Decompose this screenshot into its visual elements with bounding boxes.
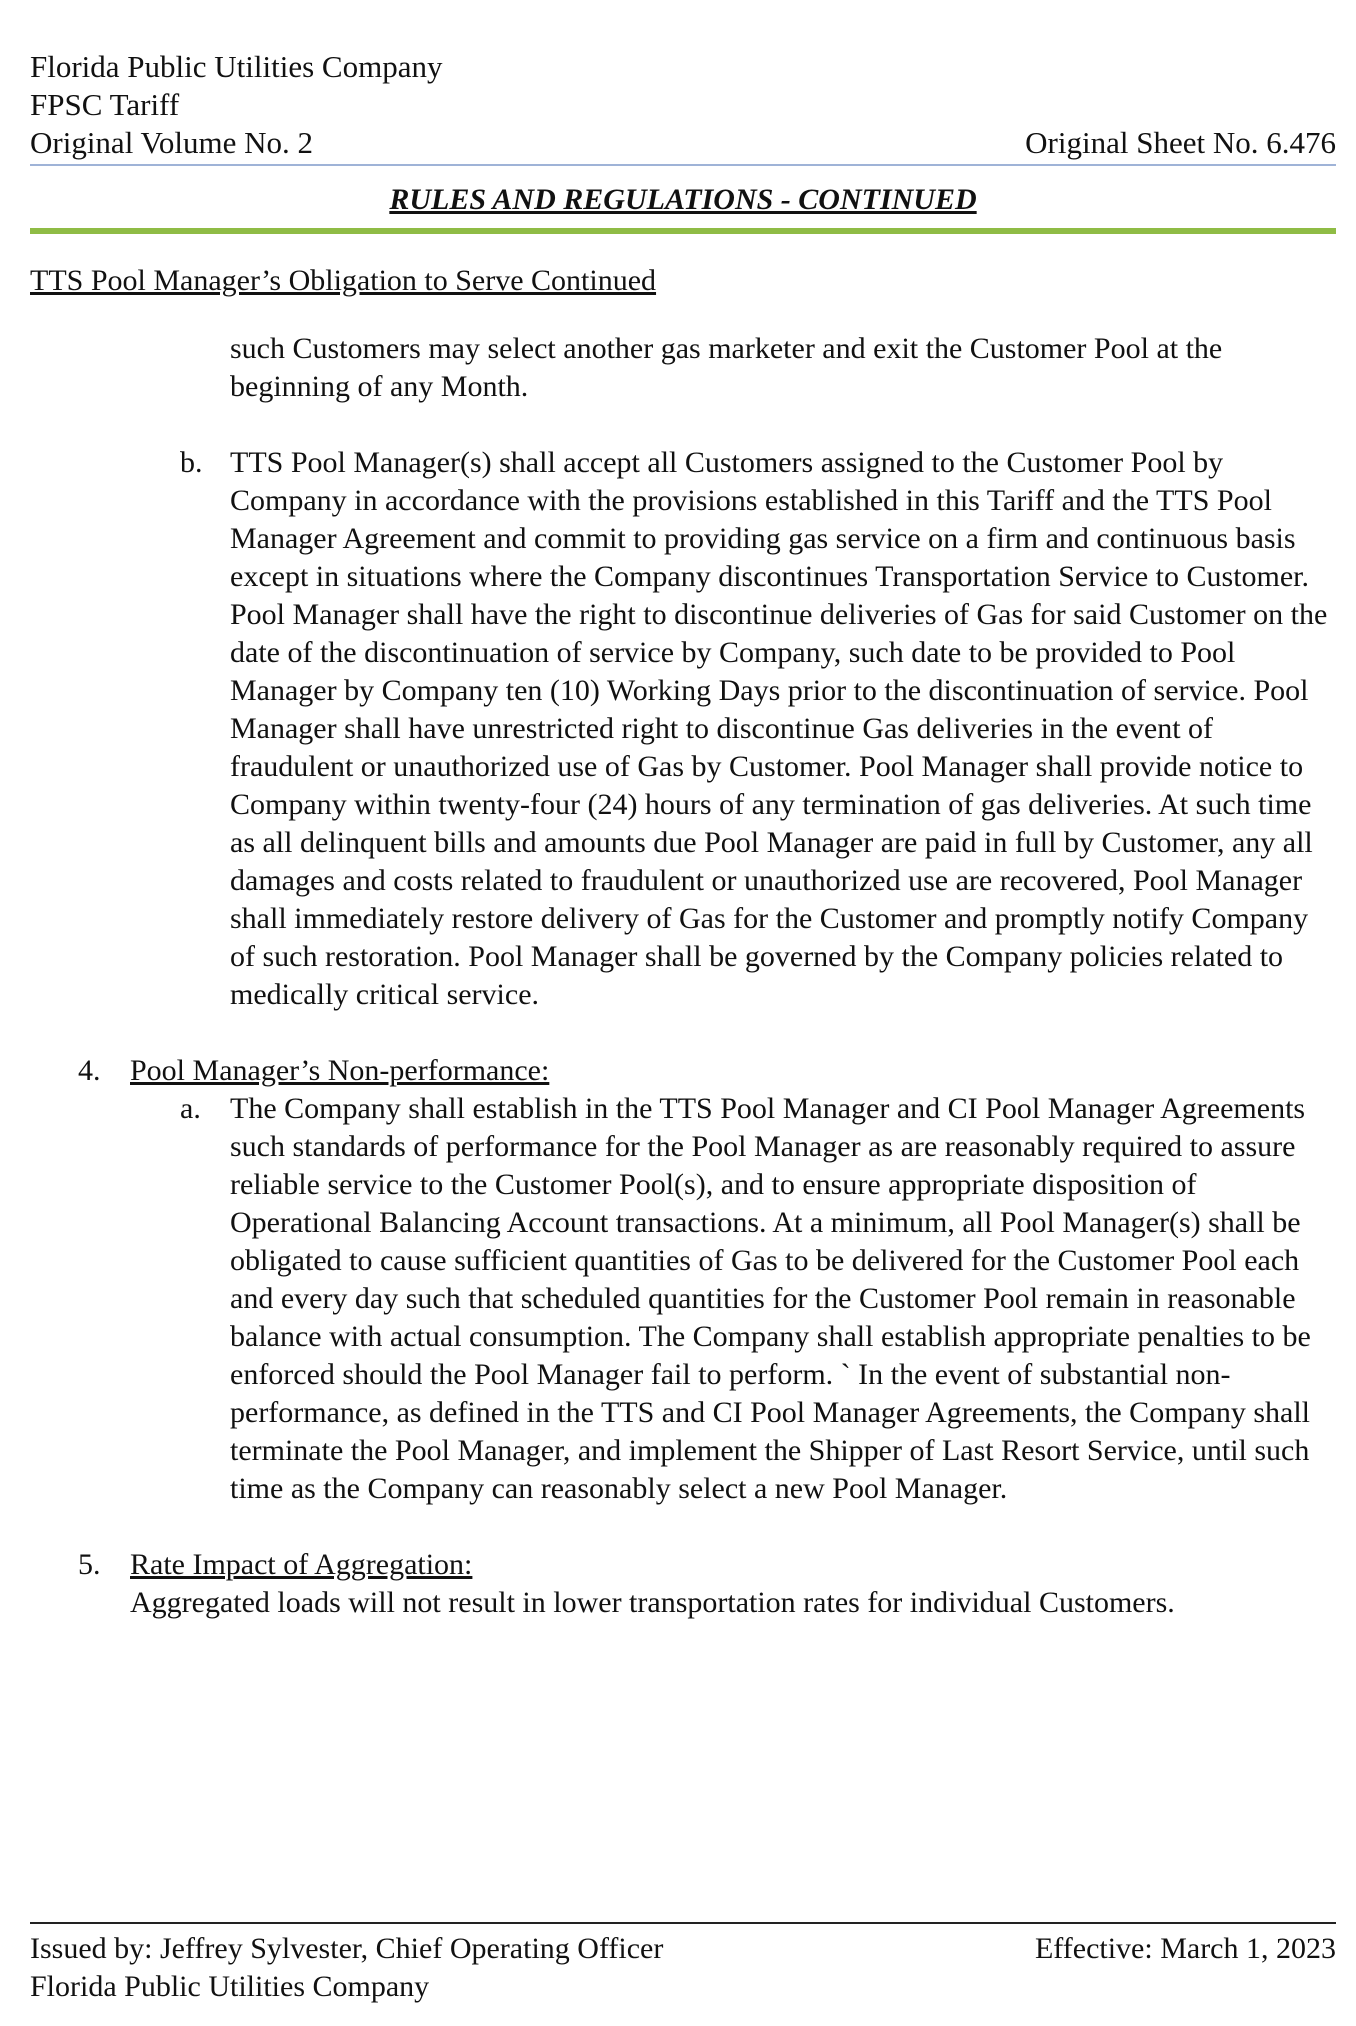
item-4-number: 4. (78, 1054, 101, 1087)
item-5-text: Aggregated loads will not result in lower transportation rates for individual Customers. (130, 1586, 1175, 1619)
footer-row (30, 1930, 1336, 1968)
continuation-paragraph: such Customers may select another gas marketer and exit the Customer Pool at the beginning of any Month. (230, 332, 1223, 403)
item-4a-text: The Company shall establish in the TTS Pool Manager and CI Pool Manager Agreements such standards of performance for the Pool Manager as are reasonably required to assure reliable service to the Customer Pool(s), and to ensure appropriate disposition of Operational Balancing Account transactions. At a minimum, all Pool Manager(s) shall be obligated to cause sufficient quantities of Gas to be delivered for the Customer Pool each and every day such that scheduled quantities for the Customer Pool remain in reasonable balance with actual consumption. The Company shall establish appropriate penalties to be enforced should the Pool Manager fail to perform. ` In the event of substantial non-performance, as defined in the TTS and CI Pool Manager Agreements, the Company shall terminate the Pool Manager, and implement the Shipper of Last Resort Service, until such time as the Company can reasonably select a new Pool Manager. (230, 1092, 1311, 1505)
item-5-number: 5. (78, 1548, 101, 1581)
list-item-5 (30, 1546, 1336, 1622)
item-b-text: TTS Pool Manager(s) shall accept all Customers assigned to the Customer Pool by Company in accordance with the provisions established in this Tariff and the TTS Pool Manager Agreement and commit to providing gas service on a firm and continuous basis except in situations where the Company discontinues Transportation Service to Customer. Pool Manager shall have the right to discontinue deliveries of Gas for said Customer on the date of the discontinuation of service by Company, such date to be provided to Pool Manager by Company ten (10) Working Days prior to the discontinuation of service. Pool Manager shall have unrestricted right to discontinue Gas deliveries in the event of fraudulent or unauthorized use of Gas by Customer. Pool Manager shall provide notice to Company within twenty-four (24) hours of any termination of gas deliveries. At such time as all delinquent bills and amounts due Pool Manager are paid in full by Customer, any all damages and costs related to fraudulent or unauthorized use are recovered, Pool Manager shall immediately restore delivery of Gas for the Customer and promptly notify Company of such restoration. Pool Manager shall be governed by the Company policies related to medically critical service. (230, 446, 1328, 1011)
section-divider (30, 228, 1336, 234)
section-title: RULES AND REGULATIONS - CONTINUED (389, 183, 977, 216)
page-footer (30, 1922, 1336, 2006)
tariff-page (30, 48, 1336, 1622)
volume-label: Original Volume No. 2 (30, 125, 314, 160)
header-divider (30, 164, 1336, 166)
subheading: TTS Pool Manager’s Obligation to Serve Continued (30, 264, 657, 297)
issued-by: Issued by: Jeffrey Sylvester, Chief Operating Officer (30, 1932, 664, 1965)
footer-divider (30, 1922, 1336, 1924)
effective-date: Effective: March 1, 2023 (1034, 1932, 1336, 1965)
company-name: Florida Public Utilities Company (30, 49, 443, 84)
item-4-heading: Pool Manager’s Non-performance: (130, 1054, 550, 1087)
sheet-number: Original Sheet No. 6.476 (1025, 125, 1336, 160)
volume-sheet-row (30, 124, 1336, 162)
list-item-4 (30, 1052, 1336, 1508)
item-b-marker: b. (180, 446, 203, 479)
item-5-heading: Rate Impact of Aggregation: (130, 1548, 473, 1581)
item-4-subitem-a (30, 1090, 1336, 1508)
list-item-b (30, 444, 1336, 1014)
item-4a-marker: a. (180, 1092, 201, 1125)
footer-company: Florida Public Utilities Company (30, 1970, 430, 2003)
tariff-label: FPSC Tariff (30, 87, 180, 122)
